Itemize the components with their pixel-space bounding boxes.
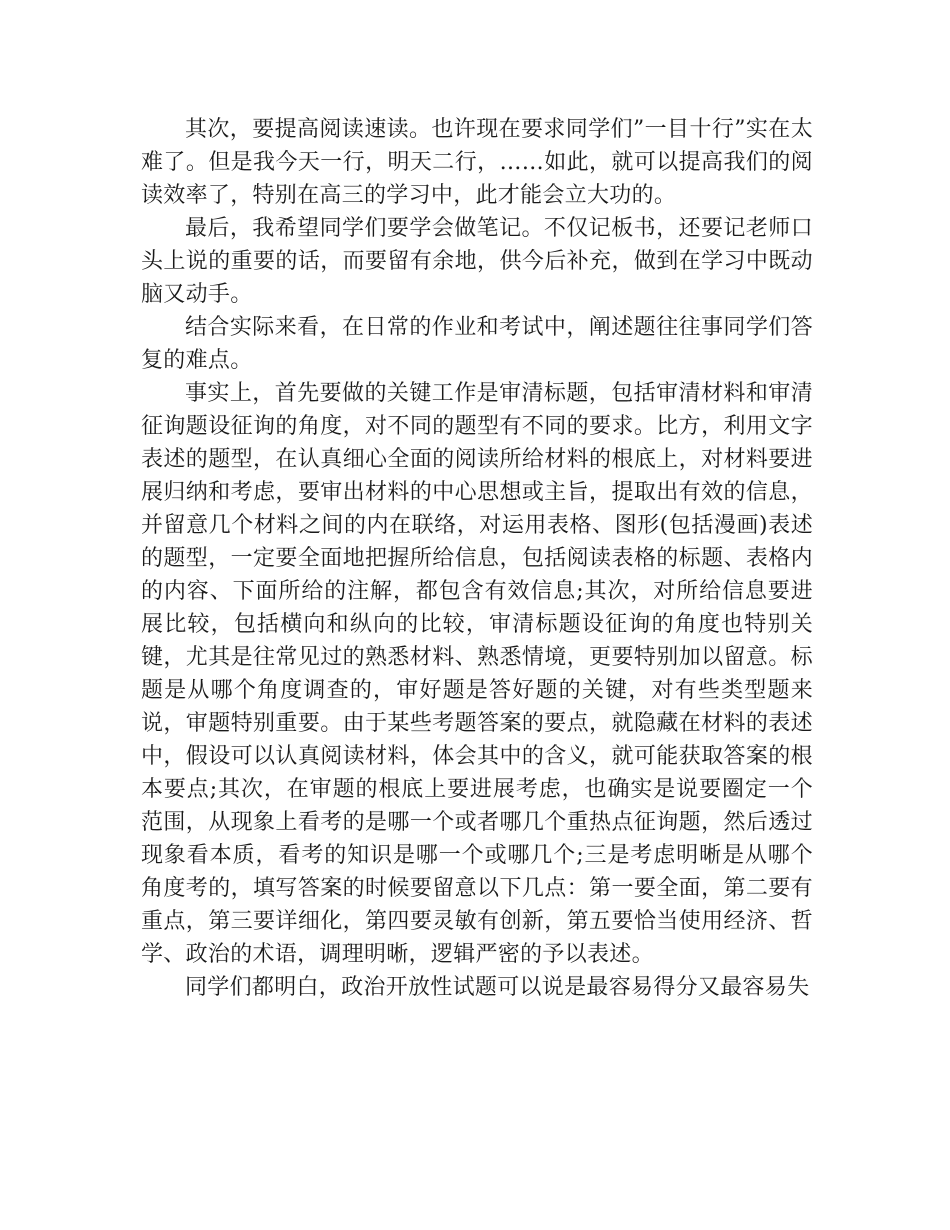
- document-page: [141, 113, 813, 1004]
- paragraph-note-taking: 最后，我希望同学们要学会做笔记。不仅记板书，还要记老师口头上说的重要的话，而要留有余地，供今后补充，做到在学习中既动脑又动手。: [141, 216, 813, 307]
- paragraph-open-questions: 同学们都明白，政治开放性试题可以说是最容易得分又最容易失: [185, 975, 810, 1000]
- paragraph-reading-speed: 其次，要提高阅读速读。也许现在要求同学们”一目十行”实在太难了。但是我今天一行，明天二行，……如此，就可以提高我们的阅读效率了，特别在高三的学习中，此才能会立大功的。: [141, 117, 813, 208]
- paragraph-essay-difficulty: 结合实际来看，在日常的作业和考试中，阐述题往往事同学们答复的难点。: [141, 315, 813, 373]
- paragraph-question-review: 事实上，首先要做的关键工作是审清标题，包括审清材料和审清征询题设征询的角度，对不同的题型有不同的要求。比方，利用文字表述的题型，在认真细心全面的阅读所给材料的根底上，对材料要进展归纳和考虑，要审出材料的中心思想或主旨，提取出有效的信息，并留意几个材料之间的内在联络，对运用表格、图形(包括漫画)表述的题型，一定要全面地把握所给信息，包括阅读表格的标题、表格内的内容、下面所给的注解，都包含有效信息;其次，对所给信息要进展比较，包括横向和纵向的比较，审清标题设征询的角度也特别关键，尤其是往常见过的熟悉材料、熟悉情境，更要特别加以留意。标题是从哪个角度调查的，审好题是答好题的关键，对有些类型题来说，审题特别重要。由于某些考题答案的要点，就隐藏在材料的表述中，假设可以认真阅读材料，体会其中的含义，就可能获取答案的根本要点;其次，在审题的根底上要进展考虑，也确实是说要圈定一个范围，从现象上看考的是哪一个或者哪几个重热点征询题，然后透过现象看本质，看考的知识是哪一个或哪几个;三是考虑明晰是从哪个角度考的，填写答案的时候要留意以下几点：第一要全面，第二要有重点，第三要详细化，第四要灵敏有创新，第五要恰当使用经济、哲学、政治的术语，调理明晰，逻辑严密的予以表述。: [141, 381, 813, 967]
